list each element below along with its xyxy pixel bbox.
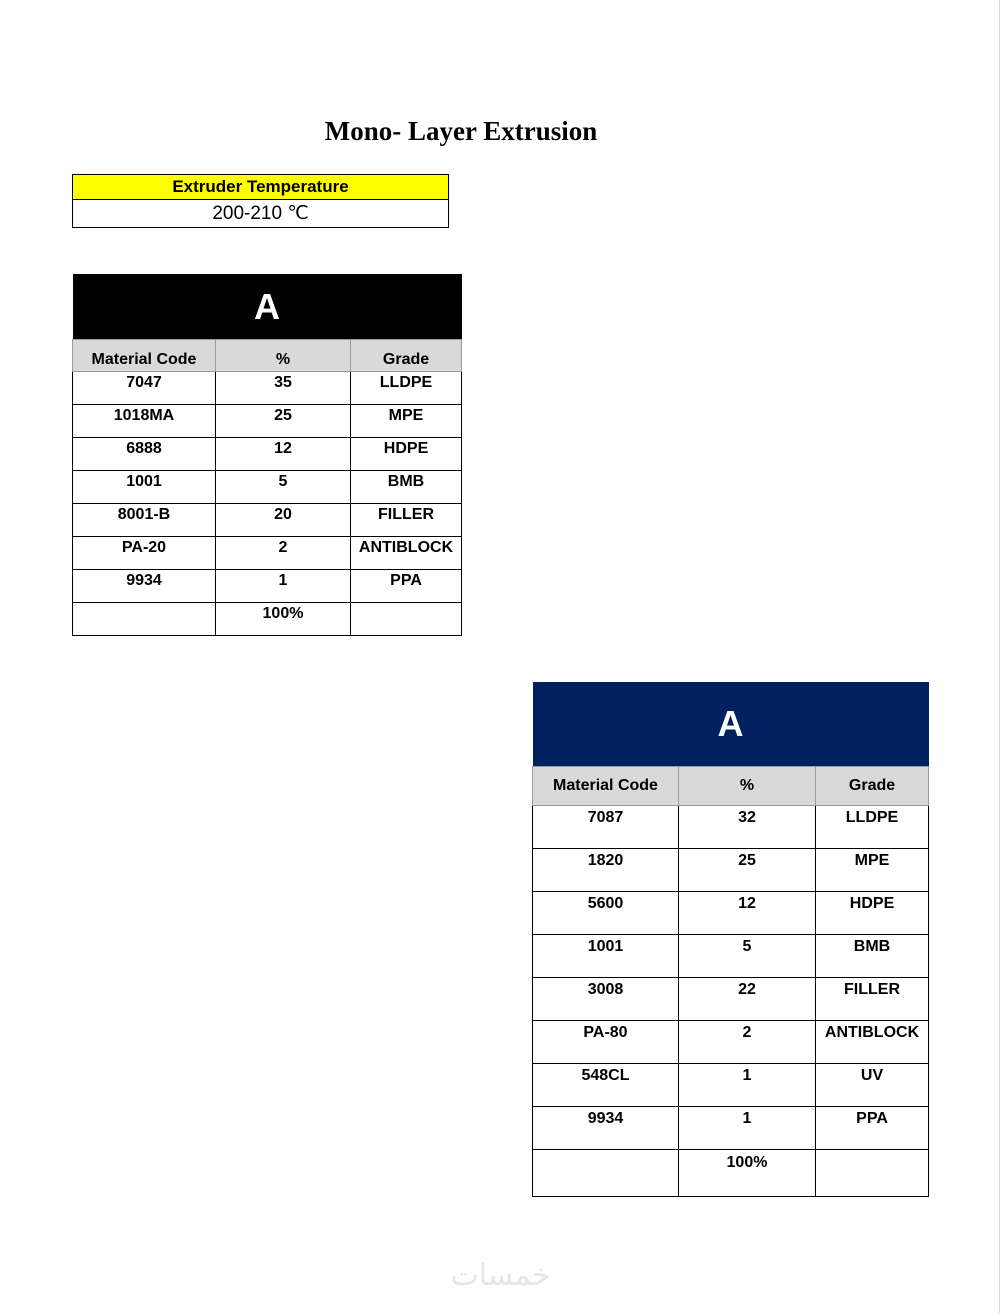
percent-cell: 25 <box>679 849 816 892</box>
table-total-row <box>533 1150 929 1197</box>
percent-cell: 25 <box>216 405 351 438</box>
table-row <box>73 570 462 603</box>
material-code-cell: 9934 <box>533 1107 679 1150</box>
material-code-cell: 7087 <box>533 806 679 849</box>
percent-cell: 22 <box>679 978 816 1021</box>
column-header-percent: % <box>679 767 816 806</box>
material-code-cell: 1001 <box>73 471 216 504</box>
percent-cell: 2 <box>216 537 351 570</box>
table-row <box>73 372 462 405</box>
material-code-cell <box>73 603 216 636</box>
table-1-banner: A <box>73 274 462 340</box>
material-code-cell: 5600 <box>533 892 679 935</box>
material-table-2 <box>532 682 929 1197</box>
grade-cell: PPA <box>351 570 462 603</box>
grade-cell: ANTIBLOCK <box>816 1021 929 1064</box>
column-header-grade: Grade <box>816 767 929 806</box>
material-code-cell: PA-80 <box>533 1021 679 1064</box>
grade-cell: ANTIBLOCK <box>351 537 462 570</box>
column-header-material-code: Material Code <box>73 340 216 372</box>
percent-cell: 1 <box>679 1107 816 1150</box>
table-row <box>533 935 929 978</box>
grade-cell: LLDPE <box>351 372 462 405</box>
table-row <box>73 537 462 570</box>
material-table-1 <box>72 274 462 636</box>
percent-cell: 20 <box>216 504 351 537</box>
column-header-grade: Grade <box>351 340 462 372</box>
page-title: Mono- Layer Extrusion <box>324 116 598 146</box>
table-2-banner: A <box>533 682 929 767</box>
material-code-cell: 8001-B <box>73 504 216 537</box>
material-code-cell: 1820 <box>533 849 679 892</box>
grade-cell: MPE <box>351 405 462 438</box>
table-row <box>533 1021 929 1064</box>
material-code-cell: 9934 <box>73 570 216 603</box>
percent-cell: 12 <box>679 892 816 935</box>
percent-cell: 35 <box>216 372 351 405</box>
material-code-cell: 548CL <box>533 1064 679 1107</box>
grade-cell: MPE <box>816 849 929 892</box>
percent-cell: 1 <box>216 570 351 603</box>
percent-total-cell: 100% <box>679 1150 816 1197</box>
material-code-cell <box>533 1150 679 1197</box>
table-row <box>533 892 929 935</box>
grade-cell <box>351 603 462 636</box>
material-code-cell: 1001 <box>533 935 679 978</box>
grade-cell <box>816 1150 929 1197</box>
grade-cell: UV <box>816 1064 929 1107</box>
grade-cell: HDPE <box>351 438 462 471</box>
grade-cell: FILLER <box>816 978 929 1021</box>
percent-cell: 5 <box>216 471 351 504</box>
table-row <box>533 978 929 1021</box>
table-row <box>73 504 462 537</box>
extruder-temperature-label: Extruder Temperature <box>73 175 449 200</box>
page-edge-divider <box>999 0 1000 1313</box>
extruder-temperature-table <box>72 174 449 228</box>
material-code-cell: PA-20 <box>73 537 216 570</box>
table-row <box>533 849 929 892</box>
material-code-cell: 6888 <box>73 438 216 471</box>
grade-cell: HDPE <box>816 892 929 935</box>
table-row <box>533 1107 929 1150</box>
grade-cell: BMB <box>816 935 929 978</box>
percent-cell: 32 <box>679 806 816 849</box>
table-row <box>73 405 462 438</box>
percent-cell: 1 <box>679 1064 816 1107</box>
material-code-cell: 7047 <box>73 372 216 405</box>
column-header-percent: % <box>216 340 351 372</box>
table-row <box>533 1064 929 1107</box>
watermark: خمسات <box>450 1258 551 1293</box>
grade-cell: FILLER <box>351 504 462 537</box>
material-code-cell: 1018MA <box>73 405 216 438</box>
grade-cell: LLDPE <box>816 806 929 849</box>
column-header-material-code: Material Code <box>533 767 679 806</box>
extruder-temperature-value: 200-210 ℃ <box>73 200 449 228</box>
material-code-cell: 3008 <box>533 978 679 1021</box>
table-row <box>73 471 462 504</box>
percent-cell: 5 <box>679 935 816 978</box>
table-row <box>73 438 462 471</box>
grade-cell: PPA <box>816 1107 929 1150</box>
table-total-row <box>73 603 462 636</box>
grade-cell: BMB <box>351 471 462 504</box>
table-row <box>533 806 929 849</box>
percent-cell: 2 <box>679 1021 816 1064</box>
percent-total-cell: 100% <box>216 603 351 636</box>
percent-cell: 12 <box>216 438 351 471</box>
